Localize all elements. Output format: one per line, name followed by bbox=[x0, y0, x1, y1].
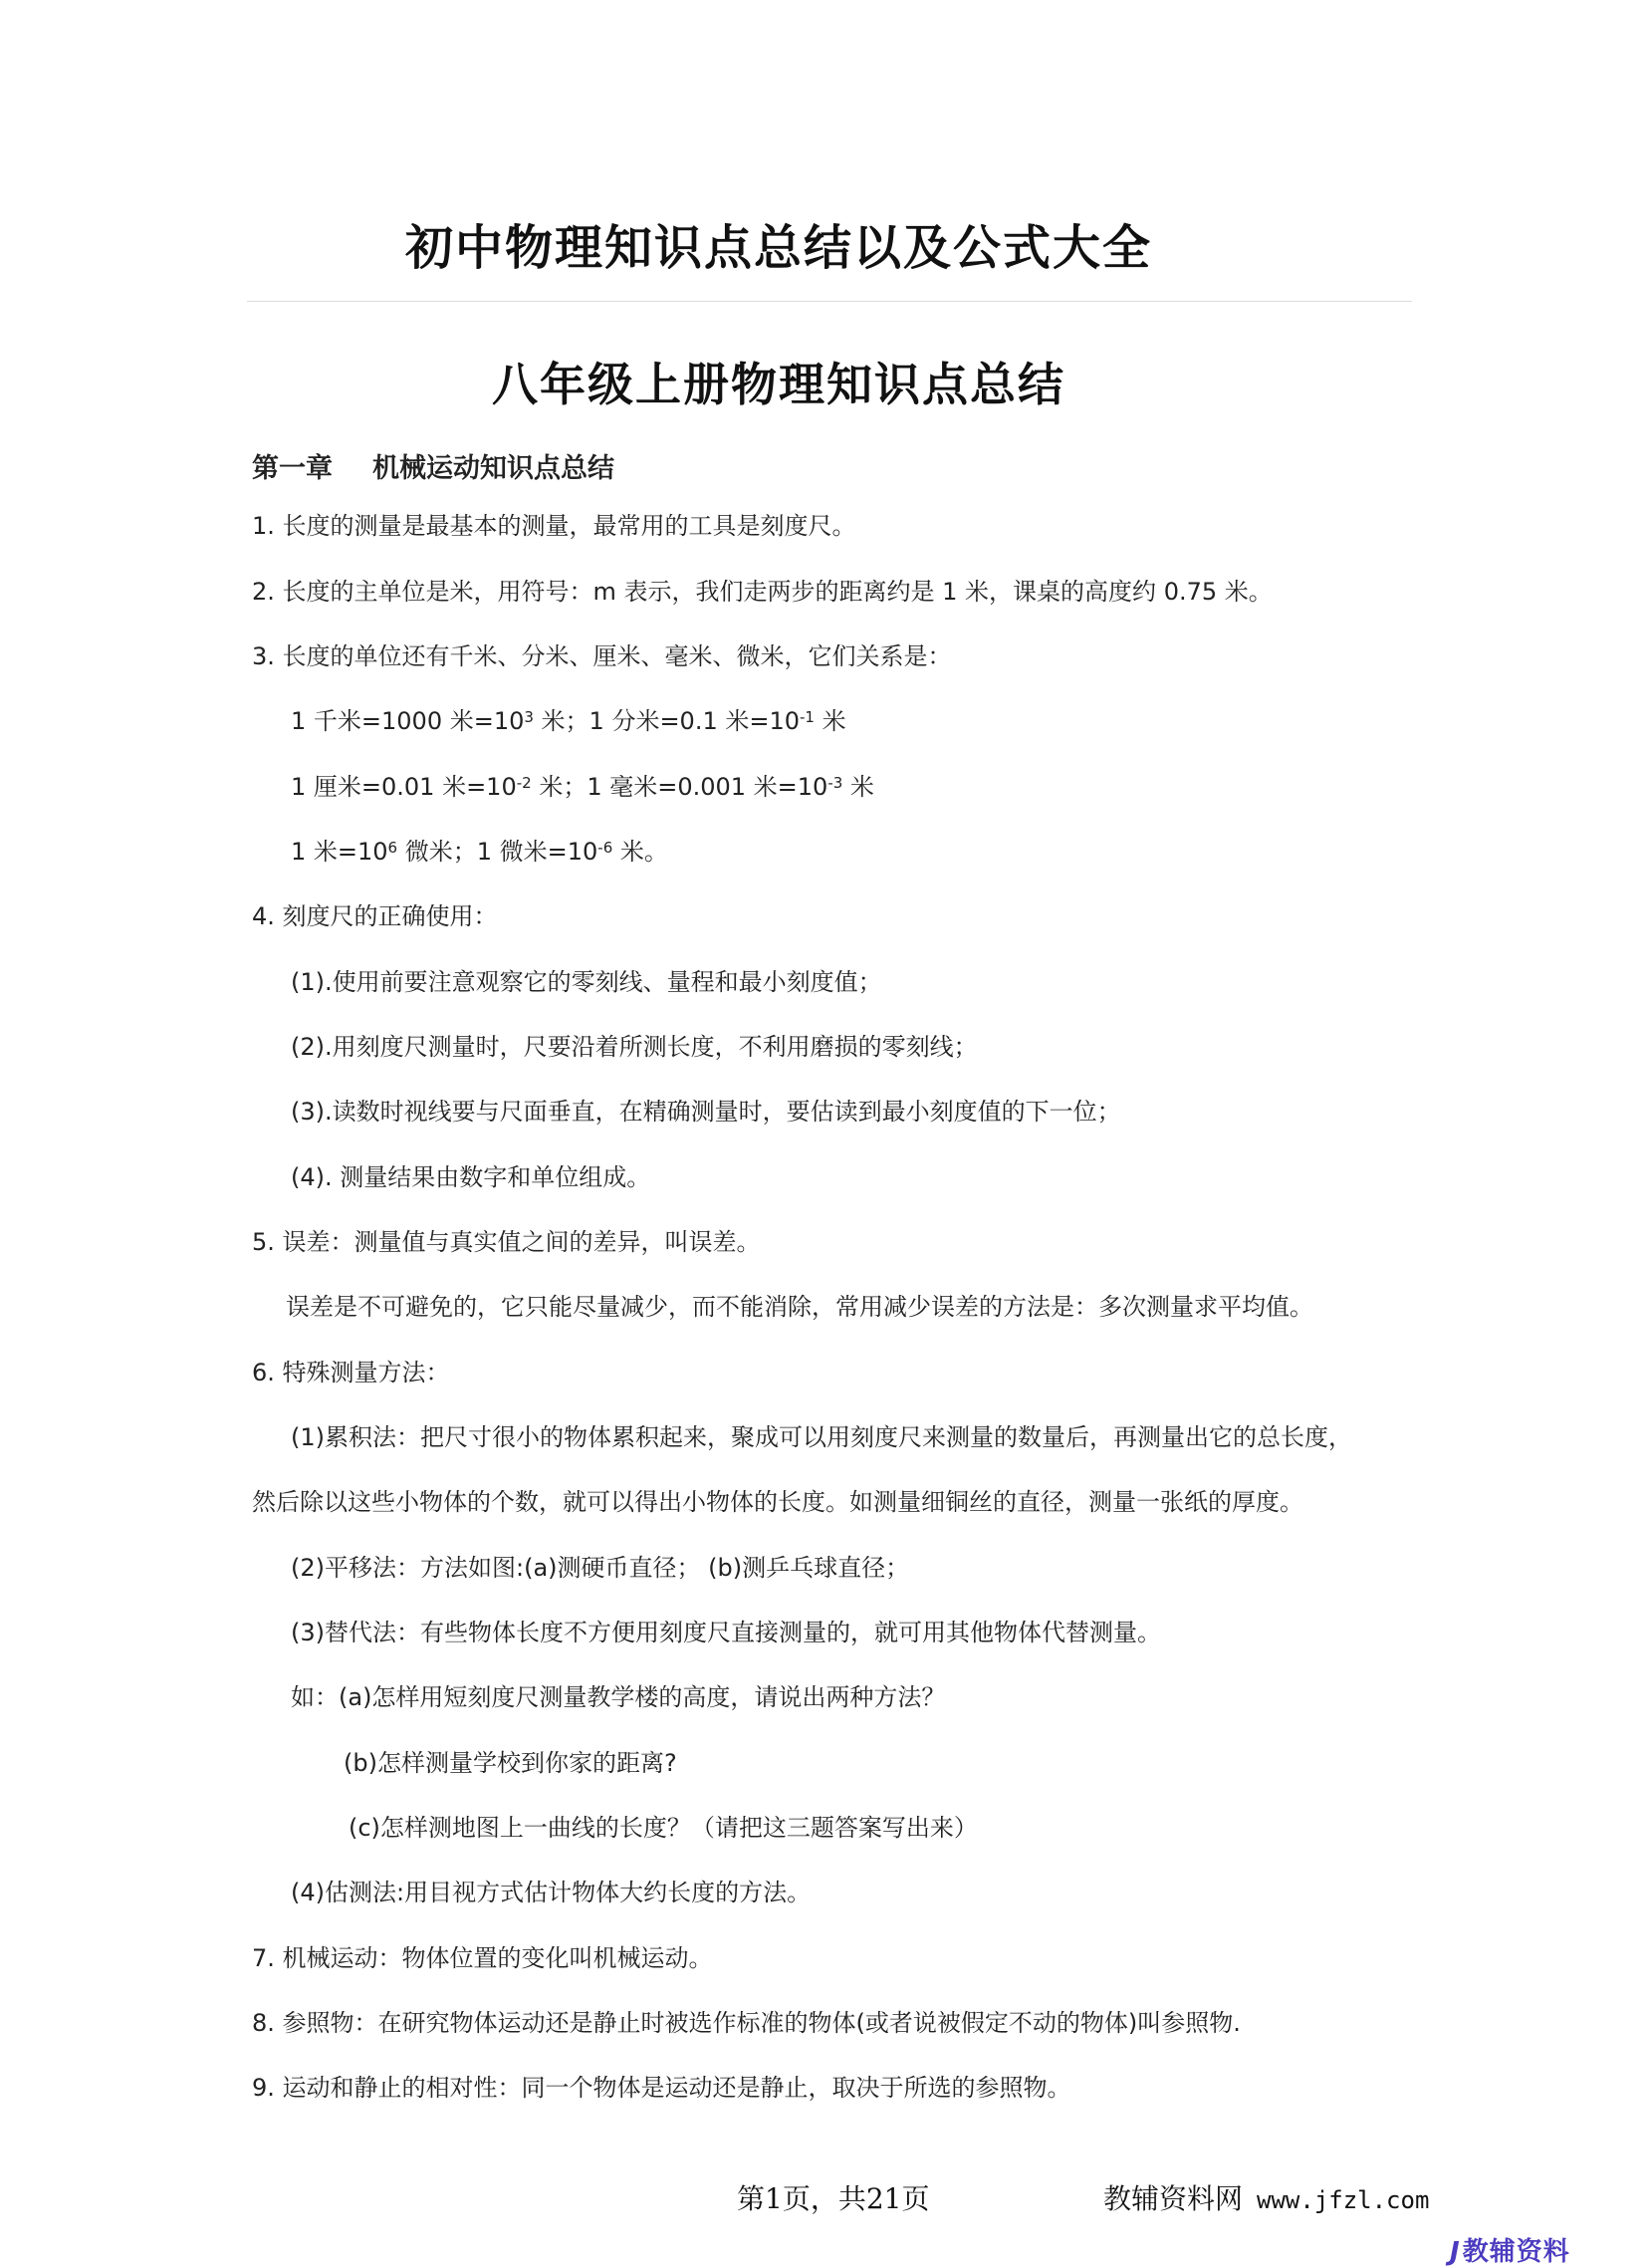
item-4-sub-4: (4). 测量结果由数字和单位组成。 bbox=[291, 1163, 651, 1191]
item-9: 9. 运动和静止的相对性：同一个物体是运动还是静止，取决于所选的参照物。 bbox=[252, 2074, 1071, 2102]
item-2: 2. 长度的主单位是米，用符号：m 表示，我们走两步的距离约是 1 米，课桌的高度约 0.75 米。 bbox=[252, 578, 1273, 606]
section-title: 八年级上册物理知识点总结 bbox=[492, 358, 1065, 411]
item-1: 1. 长度的测量是最基本的测量，最常用的工具是刻度尺。 bbox=[252, 512, 856, 540]
page-number: 第1页，共21页 bbox=[737, 2182, 930, 2215]
item-5-detail: 误差是不可避免的，它只能尽量减少，而不能消除，常用减少误差的方法是：多次测量求平均值。 bbox=[286, 1293, 1313, 1321]
item-6-sub-1: (1)累积法：把尺寸很小的物体累积起来，聚成可以用刻度尺来测量的数量后，再测量出它的总长度， bbox=[291, 1423, 1352, 1451]
chapter-number: 第一章 bbox=[252, 453, 333, 484]
footer-site bbox=[1103, 2177, 1429, 2217]
item-6: 6. 特殊测量方法： bbox=[252, 1359, 450, 1386]
item-4-sub-3: (3).读数时视线要与尺面垂直，在精确测量时，要估读到最小刻度值的下一位； bbox=[291, 1098, 1121, 1126]
item-6-question-a: 如：(a)怎样用短刻度尺测量教学楼的高度，请说出两种方法？ bbox=[291, 1683, 946, 1711]
brand-logo bbox=[1450, 2231, 1570, 2267]
chapter-name: 机械运动知识点总结 bbox=[372, 453, 614, 484]
item-7: 7. 机械运动：物体位置的变化叫机械运动。 bbox=[252, 1944, 713, 1972]
item-4-sub-2: (2).用刻度尺测量时，尺要沿着所测长度，不利用磨损的零刻线； bbox=[291, 1033, 978, 1061]
formula-line-2: 1 厘米=0.01 米$=10^{-2}$ 米；1 毫米=0.001 米$=10^{-3}$ 米 bbox=[291, 773, 874, 801]
item-6-sub-4: (4)估测法:用目视方式估计物体大约长度的方法。 bbox=[291, 1879, 812, 1906]
item-4-sub-1: (1).使用前要注意观察它的零刻线、量程和最小刻度值； bbox=[291, 968, 882, 996]
item-6-sub-1-cont: 然后除以这些小物体的个数，就可以得出小物体的长度。如测量细铜丝的直径，测量一张纸的厚度。 bbox=[252, 1488, 1303, 1516]
formula-line-1: 1 千米=1000 米$=10^3$ 米；1 分米=0.1 米$=10^{-1}$ 米 bbox=[291, 707, 846, 735]
item-6-question-c: (c)怎样测地图上一曲线的长度？（请把这三题答案写出来） bbox=[349, 1814, 978, 1842]
chapter-heading bbox=[252, 446, 614, 485]
item-5: 5. 误差：测量值与真实值之间的差异，叫误差。 bbox=[252, 1228, 761, 1256]
site-url[interactable]: www.jfzl.com bbox=[1257, 2186, 1430, 2214]
item-3: 3. 长度的单位还有千米、分米、厘米、毫米、微米，它们关系是： bbox=[252, 642, 952, 670]
document-title: 初中物理知识点总结以及公式大全 bbox=[404, 220, 1152, 276]
title-divider bbox=[247, 301, 1412, 302]
item-6-sub-3: (3)替代法：有些物体长度不方便用刻度尺直接测量的，就可用其他物体代替测量。 bbox=[291, 1619, 1161, 1646]
item-8: 8. 参照物：在研究物体运动还是静止时被选作标准的物体(或者说被假定不动的物体)叫参照物. bbox=[252, 2009, 1241, 2037]
item-4: 4. 刻度尺的正确使用： bbox=[252, 902, 498, 930]
formula-line-3: 1 米$=10^6$ 微米；1 微米$=10^{-6}$ 米。 bbox=[291, 838, 668, 866]
item-6-sub-2: (2)平移法：方法如图:(a)测硬币直径； (b)测乒乓球直径； bbox=[291, 1554, 910, 1582]
logo-mark-icon: J bbox=[1450, 2237, 1461, 2267]
item-6-question-b: (b)怎样测量学校到你家的距离? bbox=[344, 1749, 677, 1777]
site-name: 教辅资料网 bbox=[1103, 2182, 1244, 2215]
logo-text: 教辅资料 bbox=[1462, 2237, 1570, 2267]
